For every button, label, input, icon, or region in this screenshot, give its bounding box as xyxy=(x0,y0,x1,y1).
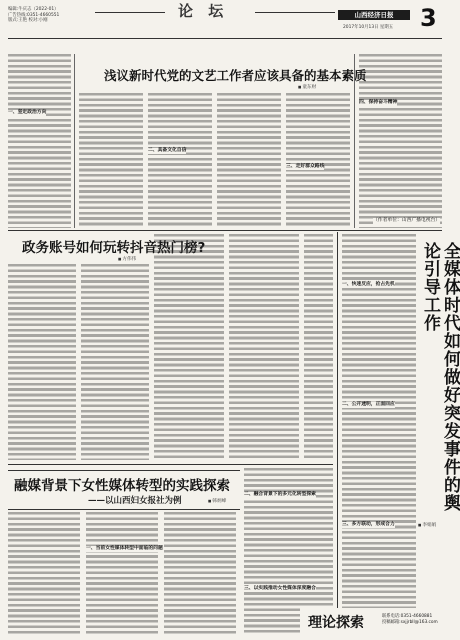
article4-byline: ■ 李娟娟 xyxy=(418,522,436,528)
article1-text-column xyxy=(286,93,350,228)
article1-byline: ■ 童东财 xyxy=(298,84,316,90)
column-divider xyxy=(354,54,355,228)
section-divider xyxy=(8,464,333,465)
article-emergency-guidance xyxy=(340,232,460,632)
staff-line: 版式:王艳 校对:小刚 xyxy=(8,18,48,24)
article2-text-column xyxy=(154,234,224,460)
article1-text-column xyxy=(359,54,442,228)
article3-text-column xyxy=(164,512,236,634)
section-title: 论 坛 xyxy=(178,2,229,20)
article3-title: 融媒背景下女性媒体转型的实践探索 xyxy=(14,478,230,494)
header-rule-right xyxy=(255,12,335,13)
article2-text-column xyxy=(304,234,333,460)
column-divider xyxy=(74,54,75,228)
article1-text-column xyxy=(79,93,143,228)
article2-text-column xyxy=(81,264,149,460)
article1-source: （作者单位：山西广播电视台） xyxy=(373,218,441,223)
article1-subhead: 四、保持奋斗精神 xyxy=(359,100,398,105)
header-bottom-rule xyxy=(8,38,442,39)
article1-subhead: 三、走好群众路线 xyxy=(286,164,325,169)
header-meta xyxy=(8,7,59,24)
article3-subhead: 一、当前女性媒体转型中面临的问题 xyxy=(86,546,163,551)
article1-text-column xyxy=(148,93,212,228)
article4-title: 全媒体时代如何做好突发事件的舆论引导工作 xyxy=(420,242,460,512)
issue-date: 2017年10月13日 星期五 xyxy=(343,25,394,30)
article3-text-column xyxy=(8,512,80,634)
article2-byline: ■ 方伟伟 xyxy=(118,256,136,262)
article4-text-column xyxy=(342,234,416,628)
footer-contact xyxy=(382,614,438,625)
editor-line: 编辑:牛庆志（2022-01） xyxy=(8,7,59,12)
article1-text-column xyxy=(8,54,71,228)
header-rule-left xyxy=(95,12,165,13)
article2-title: 政务账号如何玩转抖音热门榜? xyxy=(22,240,206,256)
ad-phone-line: 广告热线:0351-4660551 xyxy=(8,12,60,18)
newspaper-masthead: 山西经济日报 xyxy=(338,10,410,20)
article2-text-column xyxy=(8,264,76,460)
article3-subhead: 三、以实践推动女性媒体深度融合 xyxy=(244,586,316,591)
contact-email: 投稿邮箱:sxjjrbll@163.com xyxy=(382,619,438,625)
article3-subhead: 二、融合背景下的多元化转型探索 xyxy=(244,492,316,497)
contact-phone: 联系电话:0351-4660881 xyxy=(382,614,433,619)
article1-subhead: 一、坚定政治方向 xyxy=(8,110,47,115)
article1-text-column xyxy=(217,93,281,228)
article2-text-column xyxy=(229,234,299,460)
article3-byline: ■ 韩炳峰 xyxy=(208,498,226,504)
article4-subhead: 二、公开透明，正面回应 xyxy=(342,402,395,407)
article-women-media xyxy=(8,466,333,636)
article3-text-column xyxy=(86,512,158,634)
section-divider xyxy=(8,230,442,231)
footer-banner-title: 理论探索 xyxy=(308,615,364,631)
article1-title: 浅议新时代党的文艺工作者应该具备的基本素质 xyxy=(104,68,367,83)
article-douyin-accounts xyxy=(8,232,333,464)
page-number: 3 xyxy=(420,4,437,32)
article3-subtitle: ——以山西妇女报社为例 xyxy=(88,496,182,506)
article4-subhead: 一、快速反应，抢占先机 xyxy=(342,282,395,287)
article-literary-workers xyxy=(8,40,442,230)
footer-banner xyxy=(300,608,442,636)
column-divider xyxy=(337,232,338,632)
article1-subhead: 二、具备文化自信 xyxy=(148,148,187,153)
article4-subhead: 三、多方联动，形成合力 xyxy=(342,522,395,527)
